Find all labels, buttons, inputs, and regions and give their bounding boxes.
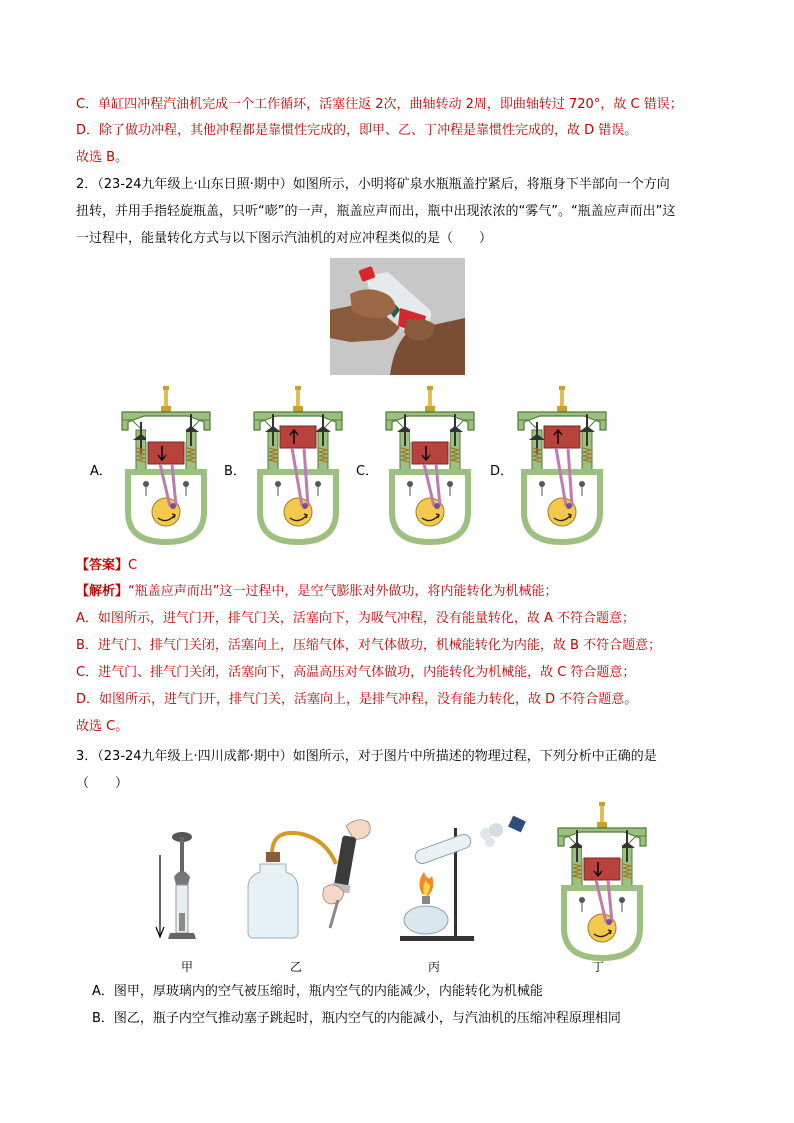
- analysis-b: B．进气门、排气门关闭，活塞向上，压缩气体，对气体做功，机械能转化为内能，故 B 不符合题意；: [76, 638, 662, 653]
- caption-yi: 乙: [290, 960, 303, 974]
- analysis-a: A．如图所示，进气门开，排气门关，活塞向下，为吸气冲程，没有能量转化，故 A 不符合题意；: [76, 611, 636, 626]
- text-line-d: D．除了做功冲程，其他冲程都是靠惯性完成的，即甲、乙、丁冲程是靠惯性完成的，故 D 错误。: [76, 123, 638, 138]
- answer-value: C: [128, 558, 138, 573]
- engine-diagram-d: [514, 384, 610, 553]
- analysis-tag: 【解析】: [76, 584, 129, 599]
- select-line: 故选 B。: [76, 150, 129, 165]
- option-b-label: B．: [224, 464, 246, 479]
- q3-stem-line-1: 3．（23-24九年级上·四川成都·期中）如图所示，对于图片中所描述的物理过程，下列分析中正确的是: [76, 749, 657, 764]
- q2-stem-line-3: 一过程中，能量转化方式与以下图示汽油机的对应冲程类似的是（ ）: [76, 231, 493, 246]
- option-a-label: A．: [90, 464, 112, 479]
- q3-option-b: B．图乙，瓶子内空气推动塞子跳起时，瓶内空气的内能减小，与汽油机的压缩冲程原理相同: [92, 1011, 621, 1026]
- analysis-text: “瓶盖应声而出”这一过程中，是空气膨胀对外做功，将内能转化为机械能；: [128, 584, 558, 599]
- caption-jia: 甲: [181, 960, 194, 974]
- engine-diagram-b: [250, 384, 346, 553]
- figure-jia-fire-syringe: [150, 825, 210, 949]
- engine-diagram-c: [382, 384, 478, 553]
- bottle-photo: [330, 258, 465, 375]
- q2-stem-line-2: 扭转，并用手指轻旋瓶盖，只听“嘭”的一声，瓶盖应声而出，瓶中出现浓浓的“雾气”。“瓶盖应声而出”这: [76, 204, 676, 219]
- option-c-label: C．: [356, 464, 379, 479]
- q2-stem-line-1: 2．（23-24九年级上·山东日照·期中）如图所示，小明将矿泉水瓶瓶盖拧紧后，将瓶身下半部向一个方向: [76, 177, 670, 192]
- q2-select: 故选 C。: [76, 719, 129, 734]
- text-line-c: C．单缸四冲程汽油机完成一个工作循环，活塞往返 2次，曲轴转动 2周，即曲轴转过 720°，故 C 错误；: [76, 97, 683, 112]
- figure-ding-engine: [554, 800, 650, 969]
- option-d-label: D．: [490, 464, 514, 479]
- answer-tag: 【答案】: [76, 558, 129, 573]
- caption-ding: 丁: [592, 960, 605, 974]
- figure-bing-test-tube: [394, 812, 534, 951]
- figure-yi-bottle-pump: [246, 808, 386, 952]
- engine-diagram-a: [118, 384, 214, 553]
- analysis-line: [76, 583, 558, 601]
- answer-line: [76, 557, 137, 575]
- analysis-d: D．如图所示，进气门开，排气门关，活塞向上，是排气冲程，没有能力转化，故 D 不符合题意。: [76, 692, 638, 707]
- caption-bing: 丙: [428, 960, 441, 974]
- analysis-c: C．进气门、排气门关闭，活塞向下，高温高压对气体做功，内能转化为机械能，故 C 符合题意；: [76, 665, 636, 680]
- q3-option-a: A．图甲，厚玻璃内的空气被压缩时，瓶内空气的内能减少，内能转化为机械能: [92, 984, 543, 999]
- q3-stem-line-2: （ ）: [76, 776, 129, 791]
